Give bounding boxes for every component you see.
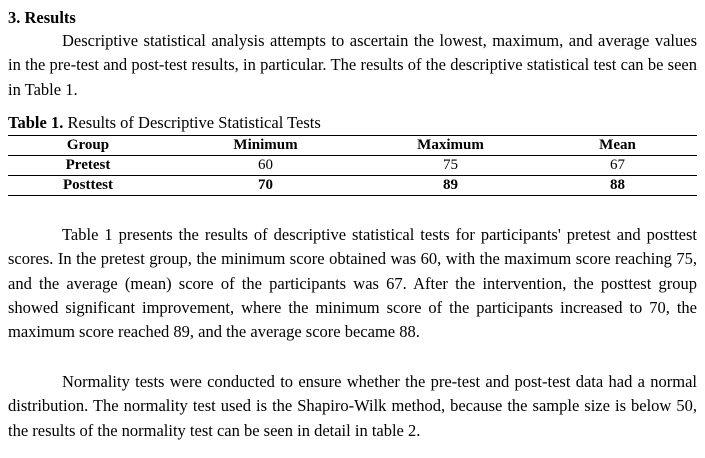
intro-paragraph: Descriptive statistical analysis attempts to ascertain the lowest, maximum, and average values in the pre-test and post-test results, in particular. The results of the descriptive statistical test can be seen in Table 1. — [8, 31, 697, 99]
cell-mean: 88 — [538, 176, 697, 196]
header-minimum: Minimum — [233, 137, 298, 153]
cell-group: Posttest — [8, 176, 168, 196]
header-group: Group — [66, 137, 110, 153]
cell-maximum: 75 — [363, 156, 538, 176]
cell-maximum: 89 — [363, 176, 538, 196]
section-heading: 3. Results — [8, 8, 76, 27]
normality-paragraph: Normality tests were conducted to ensure whether the pre-test and post-test data had a normal distribution. The normality test used is the Shapiro-Wilk method, because the sample size is below 50, the results of the normality test can be seen in detail in table 2. — [8, 372, 697, 440]
cell-minimum: 60 — [168, 156, 363, 176]
table-row — [8, 156, 697, 176]
table-caption-label: Table 1. — [8, 113, 64, 132]
results-table — [8, 135, 697, 196]
table-caption — [8, 113, 321, 133]
cell-mean: 67 — [538, 156, 697, 176]
table-caption-text: Results of Descriptive Statistical Tests — [63, 113, 321, 132]
table-header-row — [8, 136, 697, 156]
cell-group: Pretest — [8, 156, 168, 176]
header-mean: Mean — [599, 137, 636, 153]
cell-minimum: 70 — [168, 176, 363, 196]
discussion-paragraph: Table 1 presents the results of descriptive statistical tests for participants' pretest and posttest scores. In the pretest group, the minimum score obtained was 60, with the maximum score reaching 75, and the average (mean) score of the participants was 67. After the intervention, the posttest group showed significant improvement, where the minimum score of the participants increased to 70, the maximum score reached 89, and the average score became 88. — [8, 225, 697, 342]
header-maximum: Maximum — [417, 137, 484, 153]
table-row — [8, 176, 697, 196]
